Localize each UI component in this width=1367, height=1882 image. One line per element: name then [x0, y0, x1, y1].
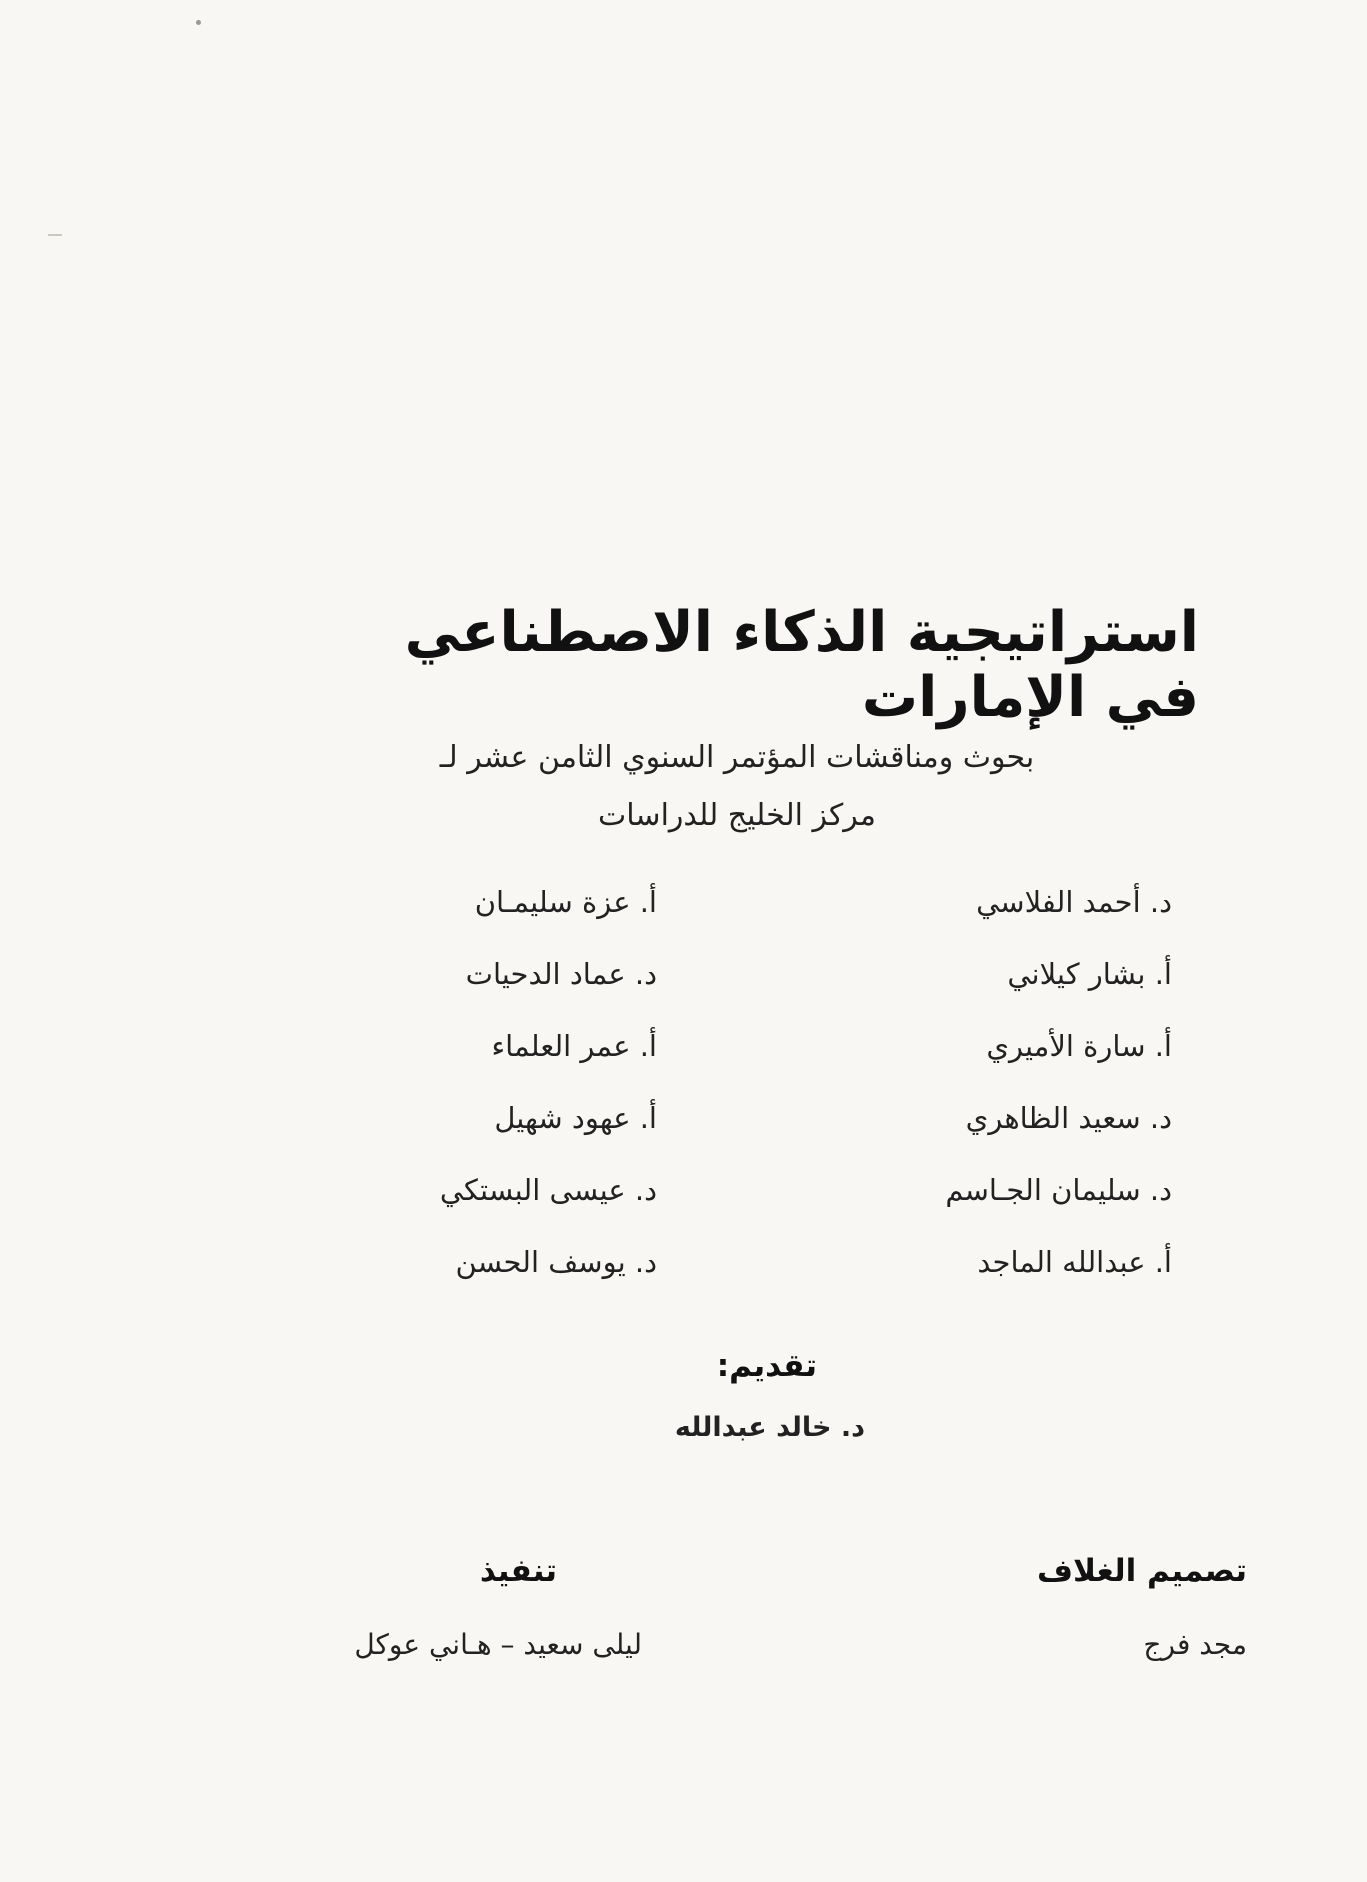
author-name: د. يوسف الحسن [455, 1245, 657, 1279]
paper-mark [48, 234, 62, 236]
author-name: أ. بشار كيلاني [1007, 957, 1172, 991]
introduction-name: د. خالد عبدالله [674, 1412, 865, 1443]
execution-heading: تنفيذ [479, 1553, 557, 1589]
author-name: د. أحمد الفلاسي [976, 885, 1172, 919]
cover-design-name: مجد فرج [1143, 1628, 1247, 1661]
subtitle-line-2: مركز الخليج للدراسات [598, 798, 876, 833]
author-name: أ. عمر العلماء [491, 1029, 657, 1063]
author-name: د. عيسى البستكي [439, 1173, 657, 1207]
authors-column-right [872, 882, 1172, 1314]
author-name: أ. عزة سليمـان [474, 885, 657, 919]
authors-column-left [357, 882, 657, 1314]
author-name: د. سعيد الظاهري [965, 1101, 1172, 1135]
cover-design-heading: تصميم الغلاف [1036, 1553, 1247, 1589]
book-title: استراتيجية الذكاء الاصطناعي في الإمارات [404, 600, 1199, 730]
author-name: أ. عبدالله الماجد [977, 1245, 1172, 1279]
author-name: أ. عهود شهيل [494, 1101, 657, 1135]
author-name: أ. سارة الأميري [986, 1029, 1172, 1063]
introduction-heading: تقديم: [716, 1348, 817, 1384]
author-name: د. سليمان الجـاسم [945, 1173, 1172, 1207]
execution-names: ليلى سعيد – هـاني عوكل [354, 1628, 642, 1661]
paper-speck [196, 20, 201, 25]
subtitle-line-1: بحوث ومناقشات المؤتمر السنوي الثامن عشر لـ [439, 740, 1035, 775]
author-name: د. عماد الدحيات [465, 957, 657, 991]
